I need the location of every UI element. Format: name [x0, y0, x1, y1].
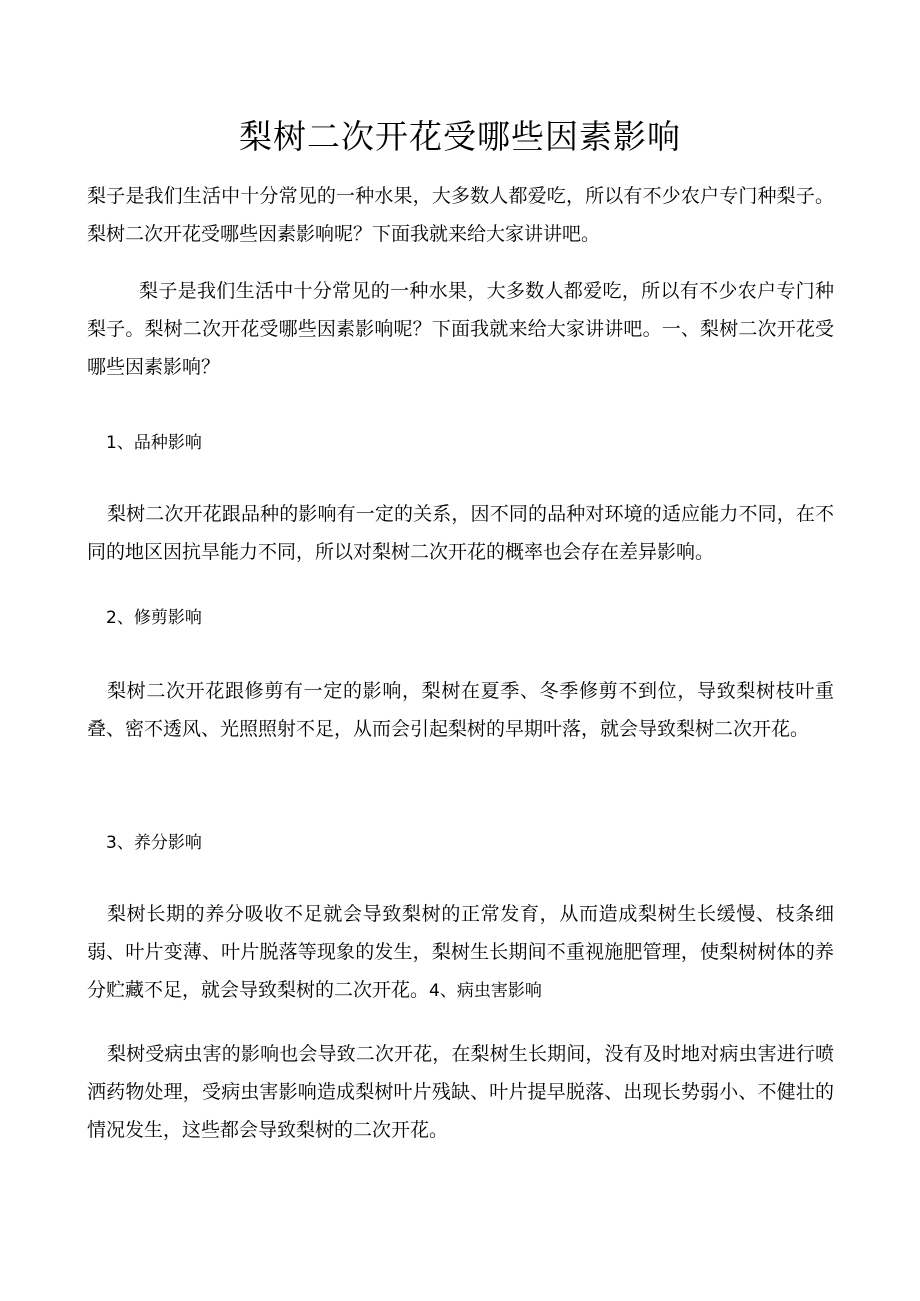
- section-heading-pests: 4、病虫害影响: [429, 981, 542, 1001]
- section-body-variety: 梨树二次开花跟品种的影响有一定的关系，因不同的品种对环境的适应能力不同，在不同的地区因抗旱能力不同，所以对梨树二次开花的概率也会存在差异影响。: [87, 503, 834, 563]
- section-body-pruning: 梨树二次开花跟修剪有一定的影响，梨树在夏季、冬季修剪不到位，导致梨树枝叶重叠、密不透风、光照照射不足，从而会引起梨树的早期叶落，就会导致梨树二次开花。: [87, 680, 834, 740]
- section-heading-variety: 1、品种影响: [106, 433, 202, 453]
- intro-paragraph: 梨子是我们生活中十分常见的一种水果，大多数人都爱吃，所以有不少农户专门种梨子。梨树二次开花受哪些因素影响呢？下面我就来给大家讲讲吧。: [87, 185, 834, 245]
- section-heading-nutrients: 3、养分影响: [106, 833, 202, 853]
- section-body-nutrients-text: 梨树长期的养分吸收不足就会导致梨树的正常发育，从而造成梨树生长缓慢、枝条细弱、叶片变薄、叶片脱落等现象的发生，梨树生长期间不重视施肥管理，使梨树树体的养分贮藏不足，就会导致梨树的二次开花。: [87, 903, 834, 1001]
- document-title: 梨树二次开花受哪些因素影响: [239, 117, 681, 156]
- section-body-pests: 梨树受病虫害的影响也会导致二次开花，在梨树生长期间，没有及时地对病虫害进行喷洒药物处理，受病虫害影响造成梨树叶片残缺、叶片提早脱落、出现长势弱小、不健壮的情况发生，这些都会导致梨树的二次开花。: [87, 1043, 834, 1141]
- section-body-nutrients: [87, 895, 834, 1010]
- intro-repeat-paragraph: 梨子是我们生活中十分常见的一种水果，大多数人都爱吃，所以有不少农户专门种梨子。梨树二次开花受哪些因素影响呢？下面我就来给大家讲讲吧。一、梨树二次开花受哪些因素影响？: [87, 280, 834, 378]
- section-heading-pruning: 2、修剪影响: [106, 608, 202, 628]
